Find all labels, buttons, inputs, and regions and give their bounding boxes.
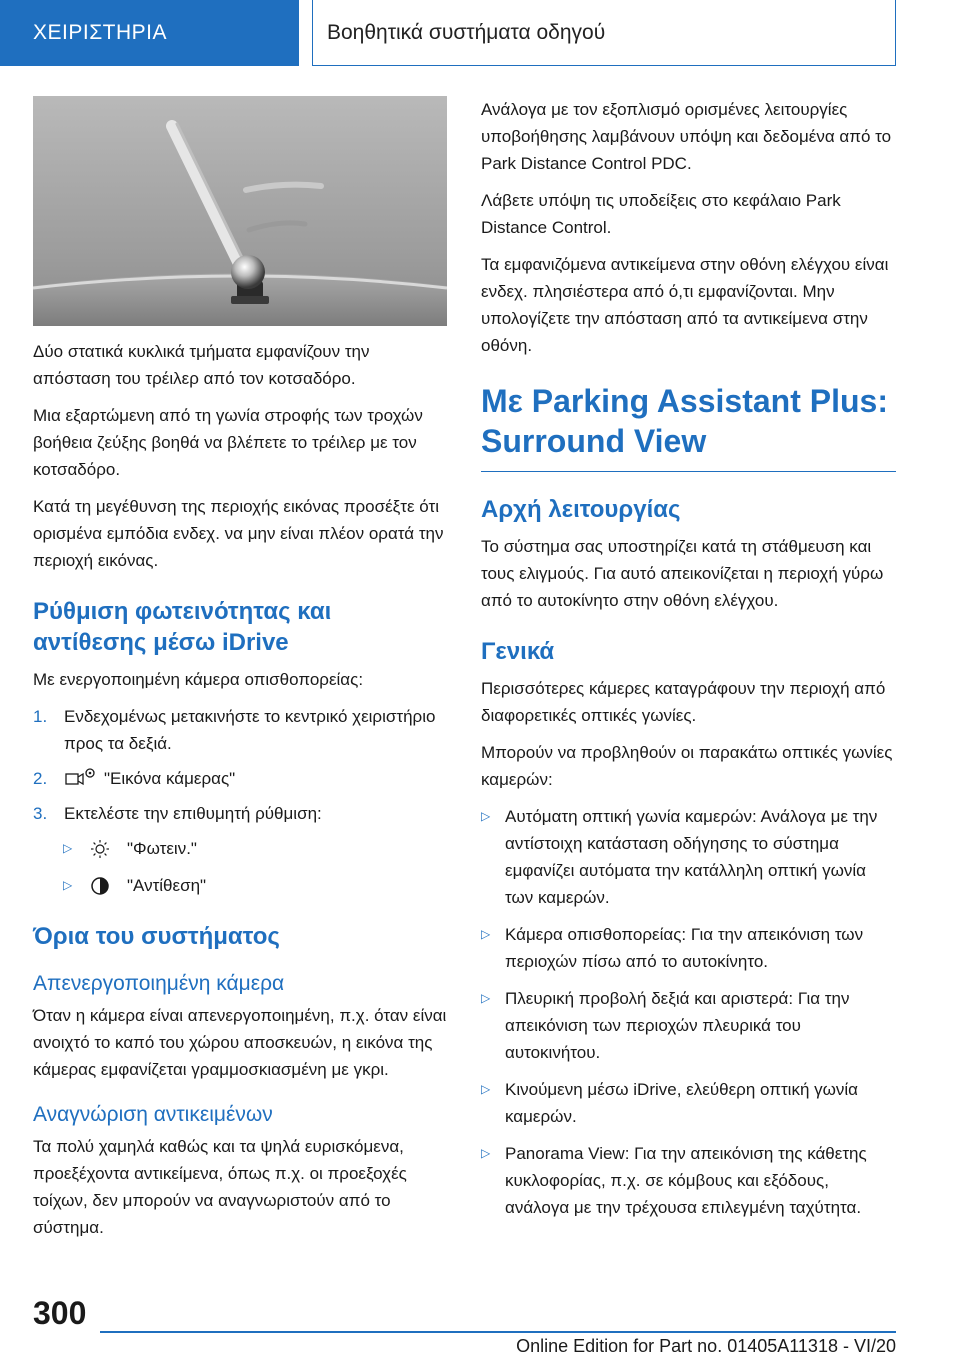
paragraph: Το σύστημα σας υποστηρίζει κατά τη στάθμευση και τους ελιγμούς. Για αυτό απεικονίζεται η περιοχή γύρω από το αυτοκίνητο στην οθόνη ελέγχου. <box>481 537 884 610</box>
sub-item-brightness <box>63 835 451 862</box>
step-number: 3. <box>33 804 48 823</box>
section-heading: Όρια του συστήματος <box>33 923 280 950</box>
page-number: 300 <box>33 1295 87 1331</box>
list-item <box>481 1076 896 1130</box>
triangle-bullet-icon: ▷ <box>481 809 491 823</box>
list-item-text: Πλευρική προβολή δεξιά και αριστερά: Για την απεικόνιση των περιοχών πλευρικά του αυτοκινήτου. <box>505 989 850 1062</box>
step-item <box>33 703 451 757</box>
list-item-text: Κινούμενη μέσω iDrive, ελεύθερη οπτική γωνία καμερών. <box>505 1080 858 1126</box>
section-heading: Ρύθμιση φωτεινότητας και αντίθεσης μέσω iDrive <box>33 598 332 656</box>
triangle-bullet-icon: ▷ <box>481 1146 491 1160</box>
list-item <box>481 985 896 1066</box>
triangle-bullet-icon: ▷ <box>63 878 73 892</box>
edition-note: Online Edition for Part no. 01405A11318 - VI/20 <box>516 1336 896 1356</box>
section-heading: Αρχή λειτουργίας <box>481 496 681 523</box>
left-column <box>33 96 451 1251</box>
step-text: "Εικόνα κάμερας" <box>104 769 236 788</box>
paragraph: Τα πολύ χαμηλά καθώς και τα ψηλά ευρισκόμενα, προεξέχοντα αντικείμενα, όπως π.χ. οι προεξοχές τοίχων, δεν μπορούν να αναγνωριστούν από το σύστημα. <box>33 1137 407 1237</box>
chapter-title: Βοηθητικά συστήματα οδηγού <box>312 0 896 66</box>
triangle-bullet-icon: ▷ <box>481 991 491 1005</box>
paragraph: Μια εξαρτώμενη από τη γωνία στροφής των τροχών βοήθεια ζεύξης βοηθά να βλέπετε το τρέιλερ με τον κοτσαδόρο. <box>33 406 423 479</box>
camera-settings-icon <box>64 765 104 789</box>
paragraph: Με ενεργοποιημένη κάμερα οπισθοπορείας: <box>33 670 364 689</box>
step-number: 1. <box>33 707 48 726</box>
sub-item-label: "Φωτειν." <box>127 839 197 858</box>
paragraph: Λάβετε υπόψη τις υποδείξεις στο κεφάλαιο Park Distance Control. <box>481 191 841 237</box>
brightness-icon <box>87 837 127 861</box>
sub-item-label: "Αντίθεση" <box>127 876 207 895</box>
triangle-bullet-icon: ▷ <box>481 927 491 941</box>
page-header <box>0 0 960 66</box>
chapter-heading: Με Parking Assistant Plus: Surround View <box>481 381 896 472</box>
sub-item-contrast <box>63 872 451 899</box>
paragraph: Ανάλογα με τον εξοπλισμό ορισμένες λειτουργίες υποβοήθησης λαμβάνουν υπόψη και δεδομένα από το Park Distance Control PDC. <box>481 100 892 173</box>
step-item <box>33 765 451 792</box>
triangle-bullet-icon: ▷ <box>63 841 73 855</box>
list-item <box>481 1140 896 1221</box>
list-item <box>481 803 896 911</box>
triangle-bullet-icon: ▷ <box>481 1082 491 1096</box>
step-text: Εκτελέστε την επιθυμητή ρύθμιση: <box>64 804 322 823</box>
paragraph: Τα εμφανιζόμενα αντικείμενα στην οθόνη ελέγχου είναι ενδεχ. πλησιέστερα από ό,τι εμφανίζονται. Μην υπολογίζετε την απόσταση από τα αντικείμενα στην οθόνη. <box>481 255 889 355</box>
section-heading: Γενικά <box>481 638 555 665</box>
step-number: 2. <box>33 769 48 788</box>
section-tab: ΧΕΙΡΙΣΤΗΡΙΑ <box>0 0 299 66</box>
list-item-text: Κάμερα οπισθοπορείας: Για την απεικόνιση των περιοχών πίσω από το αυτοκίνητο. <box>505 925 864 971</box>
contrast-icon <box>87 874 127 898</box>
step-item <box>33 800 451 827</box>
trailer-hitch-camera-image <box>33 96 447 326</box>
paragraph: Κατά τη μεγέθυνση της περιοχής εικόνας προσέξτε ότι ορισμένα εμπόδια ενδεχ. να μην είναι πλέον ορατά την περιοχή εικόνας. <box>33 497 444 570</box>
list-item-text: Panorama View: Για την απεικόνιση της κάθετης κυκλοφορίας, π.χ. σε κόμβους και εξόδους, ανάλογα με την τρέχουσα επιλεγμένη ταχύτητα. <box>505 1144 867 1217</box>
paragraph: Όταν η κάμερα είναι απενεργοποιημένη, π.χ. όταν είναι ανοιχτό το καπό του χώρου αποσκευών, η εικόνα της κάμερας εμφανίζεται γραμμοσκιασμένη με γκρι. <box>33 1006 447 1079</box>
list-item <box>481 921 896 975</box>
footer-divider <box>100 1331 896 1333</box>
list-item-text: Αυτόματη οπτική γωνία καμερών: Ανάλογα με την αντίστοιχη κατάσταση οδήγησης το σύστημα εμφανίζει αυτόματα την κατάλληλη οπτική γωνία των καμερών. <box>505 807 878 907</box>
paragraph: Μπορούν να προβληθούν οι παρακάτω οπτικές γωνίες καμερών: <box>481 743 893 789</box>
step-text: Ενδεχομένως μετακινήστε το κεντρικό χειριστήριο προς τα δεξιά. <box>64 707 436 753</box>
figure-caption: Δύο στατικά κυκλικά τμήματα εμφανίζουν την απόσταση του τρέιλερ από τον κοτσαδόρο. <box>33 342 370 388</box>
subsection-heading: Απενεργοποιημένη κάμερα <box>33 972 285 995</box>
subsection-heading: Αναγνώριση αντικειμένων <box>33 1103 273 1126</box>
right-column <box>481 96 896 1231</box>
paragraph: Περισσότερες κάμερες καταγράφουν την περιοχή από διαφορετικές οπτικές γωνίες. <box>481 679 886 725</box>
